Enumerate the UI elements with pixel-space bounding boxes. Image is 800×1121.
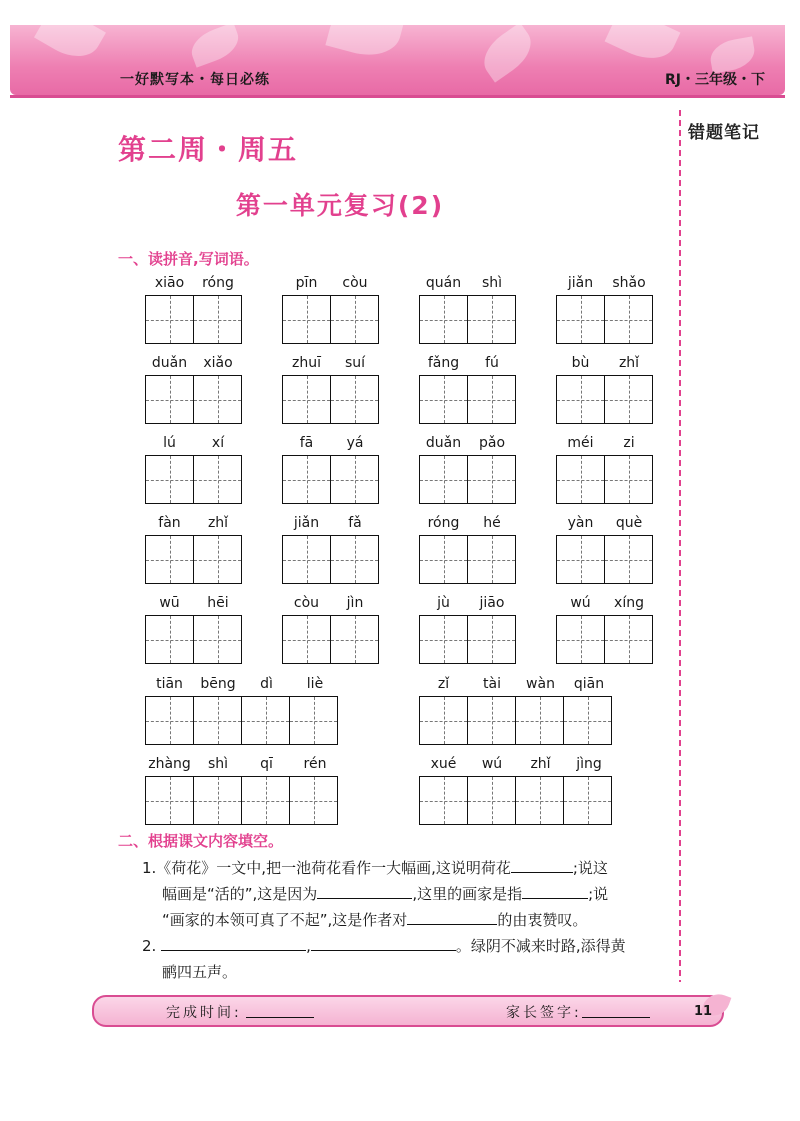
tianzige-box[interactable] — [331, 616, 378, 663]
tianzige-box[interactable] — [468, 697, 516, 744]
writing-boxes — [145, 455, 242, 504]
tianzige-box[interactable] — [283, 536, 331, 583]
question-2 — [142, 933, 677, 959]
tianzige-box[interactable] — [557, 536, 605, 583]
pinyin-syllable: yá — [346, 435, 364, 451]
tianzige-box[interactable] — [146, 616, 194, 663]
question-1 — [142, 855, 677, 881]
tianzige-box[interactable] — [516, 777, 564, 824]
section1-title: 一、读拼音,写词语。 — [118, 250, 259, 268]
pinyin-syllable: zhàng — [148, 756, 191, 772]
tianzige-box[interactable] — [194, 777, 242, 824]
pinyin-syllable: zi — [623, 435, 635, 451]
tianzige-box[interactable] — [468, 777, 516, 824]
tianzige-box[interactable] — [605, 456, 652, 503]
pinyin-syllable: róng — [202, 275, 234, 291]
tianzige-box[interactable] — [331, 376, 378, 423]
writing-boxes — [556, 295, 653, 344]
pinyin-syllable: fǎng — [427, 355, 460, 371]
completion-time-label: 完成时间: — [166, 1005, 242, 1021]
pinyin-syllable: xiāo — [154, 275, 185, 291]
answer-blank[interactable] — [511, 856, 573, 873]
pinyin-syllable: suí — [344, 355, 366, 371]
writing-boxes — [419, 455, 516, 504]
pinyin-syllable: xí — [211, 435, 225, 451]
pinyin-syllable: xíng — [614, 595, 644, 611]
tianzige-box[interactable] — [516, 697, 564, 744]
pinyin-syllable: qī — [260, 756, 273, 772]
tianzige-box[interactable] — [194, 536, 241, 583]
question-1-line-3: “画家的本领可真了不起”,这是作者对 的由衷赞叹。 — [162, 907, 677, 933]
tianzige-box[interactable] — [605, 296, 652, 343]
writing-boxes — [145, 615, 242, 664]
tianzige-box[interactable] — [146, 697, 194, 744]
tianzige-box[interactable] — [290, 777, 337, 824]
tianzige-box[interactable] — [420, 616, 468, 663]
writing-boxes — [282, 295, 379, 344]
writing-boxes — [419, 295, 516, 344]
pinyin-syllable: xué — [430, 756, 457, 772]
answer-blank[interactable] — [311, 934, 456, 951]
tianzige-box[interactable] — [420, 296, 468, 343]
tianzige-box[interactable] — [564, 697, 611, 744]
writing-boxes — [419, 696, 612, 745]
pinyin-syllable: shì — [481, 275, 503, 291]
pinyin-syllable: fǎ — [348, 515, 362, 531]
question-1-cont — [162, 881, 677, 933]
pinyin-syllable: liè — [306, 676, 324, 692]
pinyin-syllable: pīn — [295, 275, 318, 291]
writing-boxes — [145, 535, 242, 584]
pinyin-syllable: wū — [159, 595, 180, 611]
header-divider — [10, 95, 785, 98]
question-2-line-2: 鹂四五声。 — [162, 963, 238, 981]
pinyin-syllable: jiāo — [479, 595, 505, 611]
tianzige-box[interactable] — [283, 296, 331, 343]
pinyin-syllable: bù — [571, 355, 590, 371]
tianzige-box[interactable] — [194, 616, 241, 663]
pinyin-syllable: duǎn — [151, 355, 188, 371]
pinyin-syllable: shì — [207, 756, 229, 772]
tianzige-box[interactable] — [557, 296, 605, 343]
pinyin-syllable: wú — [481, 756, 503, 772]
tianzige-box[interactable] — [468, 616, 515, 663]
tianzige-box[interactable] — [146, 376, 194, 423]
answer-blank[interactable] — [317, 882, 412, 899]
section2-title: 二、根据课文内容填空。 — [118, 832, 284, 850]
pinyin-syllable: róng — [427, 515, 460, 531]
pinyin-syllable: duǎn — [425, 435, 462, 451]
tianzige-box[interactable] — [557, 456, 605, 503]
pinyin-syllable: jù — [437, 595, 450, 611]
question-2-cont — [162, 959, 677, 985]
tianzige-box[interactable] — [468, 456, 515, 503]
tianzige-box[interactable] — [283, 456, 331, 503]
tianzige-box[interactable] — [331, 456, 378, 503]
notes-column-title: 错题笔记 — [688, 123, 760, 143]
tianzige-box[interactable] — [420, 697, 468, 744]
writing-boxes — [145, 776, 338, 825]
pinyin-syllable: què — [615, 515, 643, 531]
question-2-line-1: 2. , 。绿阴不减来时路,添得黄 — [142, 933, 677, 959]
pinyin-syllable: zhǐ — [207, 515, 229, 531]
tianzige-box[interactable] — [290, 697, 337, 744]
tianzige-box[interactable] — [605, 616, 652, 663]
tianzige-box[interactable] — [194, 697, 242, 744]
pinyin-syllable: yàn — [567, 515, 594, 531]
writing-boxes — [556, 535, 653, 584]
question-1-line-1: 1.《荷花》一文中,把一池荷花看作一大幅画,这说明荷花 ;说这 — [142, 855, 677, 881]
tianzige-box[interactable] — [194, 456, 241, 503]
pinyin-syllable: bēng — [200, 676, 236, 692]
pinyin-syllable: jìn — [346, 595, 364, 611]
pinyin-syllable: pǎo — [478, 435, 506, 451]
pinyin-syllable: wú — [570, 595, 591, 611]
page-number: 11 — [694, 1004, 713, 1019]
tianzige-box[interactable] — [468, 536, 515, 583]
pinyin-syllable: fàn — [158, 515, 181, 531]
pinyin-syllable: fú — [485, 355, 499, 371]
completion-time-field[interactable] — [246, 1017, 314, 1018]
writing-boxes — [556, 615, 653, 664]
writing-boxes — [145, 295, 242, 344]
tianzige-box[interactable] — [468, 376, 515, 423]
pinyin-syllable: jìng — [576, 756, 602, 772]
tianzige-box[interactable] — [242, 697, 290, 744]
writing-boxes — [419, 375, 516, 424]
pinyin-syllable: dì — [260, 676, 273, 692]
footer-bar — [92, 995, 724, 1027]
tianzige-box[interactable] — [146, 777, 194, 824]
tianzige-box[interactable] — [420, 376, 468, 423]
answer-blank[interactable] — [522, 882, 588, 899]
writing-boxes — [145, 375, 242, 424]
tianzige-box[interactable] — [468, 296, 515, 343]
tianzige-box[interactable] — [331, 296, 378, 343]
tianzige-box[interactable] — [331, 536, 378, 583]
pinyin-syllable: tiān — [156, 676, 183, 692]
pinyin-syllable: zhǐ — [618, 355, 640, 371]
pinyin-syllable: jiǎn — [293, 515, 320, 531]
writing-boxes — [282, 535, 379, 584]
header-right-title: RJ・三年级・下 — [665, 72, 765, 88]
parent-signature-field[interactable] — [582, 1017, 650, 1018]
tianzige-box[interactable] — [557, 616, 605, 663]
answer-blank[interactable] — [161, 934, 306, 951]
tianzige-box[interactable] — [194, 376, 241, 423]
pinyin-syllable: méi — [567, 435, 594, 451]
tianzige-box[interactable] — [283, 616, 331, 663]
tianzige-box[interactable] — [605, 536, 652, 583]
week-title: 第二周・周五 — [118, 133, 299, 166]
pinyin-syllable: zhǐ — [530, 756, 551, 772]
tianzige-box[interactable] — [557, 376, 605, 423]
pinyin-syllable: lú — [163, 435, 176, 451]
pinyin-syllable: quán — [425, 275, 462, 291]
tianzige-box[interactable] — [146, 296, 194, 343]
notes-column-divider — [679, 110, 681, 982]
unit-title: 第一单元复习(2) — [235, 191, 445, 220]
tianzige-box[interactable] — [564, 777, 611, 824]
writing-boxes — [419, 615, 516, 664]
writing-boxes — [282, 615, 379, 664]
pinyin-syllable: wàn — [526, 676, 555, 692]
writing-boxes — [419, 535, 516, 584]
tianzige-box[interactable] — [283, 376, 331, 423]
pinyin-syllable: zhuī — [292, 355, 321, 371]
tianzige-box[interactable] — [420, 536, 468, 583]
writing-boxes — [282, 455, 379, 504]
header-left-title: 一好默写本・每日必练 — [120, 72, 270, 88]
pinyin-syllable: jiǎn — [567, 275, 594, 291]
pinyin-syllable: rén — [303, 756, 327, 772]
writing-boxes — [282, 375, 379, 424]
question-1-line-2: 幅画是“活的”,这是因为 ,这里的画家是指 ;说 — [162, 881, 677, 907]
tianzige-box[interactable] — [194, 296, 241, 343]
tianzige-box[interactable] — [605, 376, 652, 423]
answer-blank[interactable] — [407, 908, 497, 925]
tianzige-box[interactable] — [146, 456, 194, 503]
pinyin-syllable: tài — [483, 676, 501, 692]
tianzige-box[interactable] — [420, 777, 468, 824]
writing-boxes — [556, 375, 653, 424]
pinyin-syllable: còu — [342, 275, 368, 291]
tianzige-box[interactable] — [146, 536, 194, 583]
pinyin-syllable: zǐ — [437, 676, 450, 692]
header-banner — [10, 25, 785, 95]
writing-boxes — [419, 776, 612, 825]
writing-boxes — [556, 455, 653, 504]
pinyin-syllable: xiǎo — [203, 355, 233, 371]
pinyin-syllable: hēi — [207, 595, 229, 611]
parent-signature-label: 家长签字: — [506, 1005, 582, 1021]
pinyin-syllable: hé — [483, 515, 501, 531]
writing-boxes — [145, 696, 338, 745]
tianzige-box[interactable] — [420, 456, 468, 503]
pinyin-syllable: fā — [299, 435, 314, 451]
pinyin-syllable: còu — [293, 595, 320, 611]
pinyin-syllable: shǎo — [612, 275, 646, 291]
pinyin-syllable: qiān — [573, 676, 605, 692]
tianzige-box[interactable] — [242, 777, 290, 824]
